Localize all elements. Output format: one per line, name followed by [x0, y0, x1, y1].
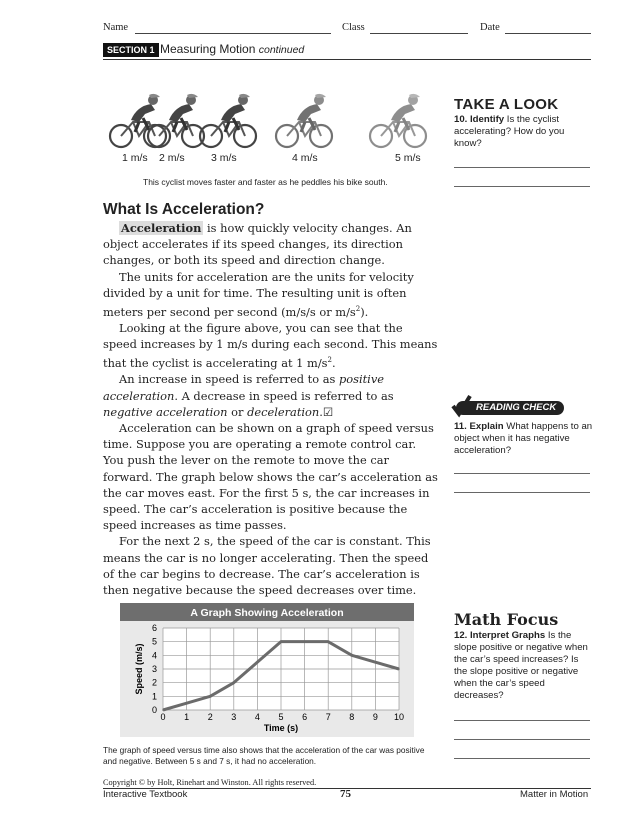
paragraph-1: Acceleration is how quickly velocity changes. An object accelerates if its speed changes, its direction changes, or both its speed and direction change.	[103, 221, 412, 268]
data-point	[398, 668, 400, 670]
answer-line-11b[interactable]	[454, 492, 590, 493]
answer-line-10b[interactable]	[454, 186, 590, 187]
x-tick-label: 2	[207, 712, 213, 722]
x-tick-label: 1	[184, 712, 190, 722]
data-point	[375, 661, 377, 663]
class-label: Class	[342, 22, 365, 33]
paragraph-4: An increase in speed is referred to as positive acceleration. A decrease in speed is referred to as negative acceleration or deceleration.☑	[103, 372, 394, 419]
footer-right: Matter in Motion	[520, 789, 589, 800]
data-point	[304, 641, 306, 643]
paragraph-3: Looking at the figure above, you can see that the speed increases by 1 m/s during each second. This means that the cyclist is accelerating at 1 $m/s^2$.	[103, 321, 438, 371]
data-point	[186, 702, 188, 704]
data-point	[257, 661, 259, 663]
class-line	[370, 33, 468, 34]
answer-line-12a[interactable]	[454, 720, 590, 721]
data-point	[162, 709, 164, 711]
data-point	[351, 655, 353, 657]
speed-label-4: 4 m/s	[292, 152, 318, 164]
term-acceleration: Acceleration	[121, 221, 202, 235]
data-point	[327, 641, 329, 643]
y-tick-label: 5	[151, 636, 157, 647]
acceleration-chart	[120, 603, 414, 737]
speed-label-2: 2 m/s	[159, 152, 185, 164]
y-tick-label: 1	[151, 691, 157, 702]
section-tag: SECTION 1	[103, 43, 159, 57]
y-tick-label: 2	[151, 677, 157, 688]
x-tick-label: 9	[372, 712, 378, 722]
header-rule	[103, 59, 591, 60]
cyclist-3	[200, 94, 256, 147]
data-point	[280, 641, 282, 643]
cyclist-4	[276, 94, 332, 147]
answer-line-11a[interactable]	[454, 473, 590, 474]
name-label: Name	[103, 22, 129, 33]
x-tick-label: 4	[254, 712, 260, 722]
footer-left: Interactive Textbook	[103, 789, 188, 800]
question-10: 10. Identify Is the cyclist accelerating? How do you know?	[454, 114, 565, 149]
y-axis-label: Speed (m/s)	[134, 643, 144, 695]
y-tick-label: 4	[151, 650, 157, 661]
x-tick-label: 10	[393, 712, 405, 722]
y-tick-label: 6	[151, 623, 157, 633]
speed-label-5: 5 m/s	[395, 152, 421, 164]
graph-caption: The graph of speed versus time also shows that the acceleration of the car was positive and negative. Between 5 s and 7 s, it had no acceleration.	[103, 745, 425, 766]
reading-check-mark: ☑	[322, 404, 334, 419]
x-axis-label: Time (s)	[263, 723, 299, 733]
question-11: 11. Explain What happens to an object when it has negative acceleration?	[454, 421, 593, 456]
main-heading: What Is Acceleration?	[103, 201, 265, 218]
paragraph-5: Acceleration can be shown on a graph of speed versus time. Suppose you are operating a remote control car. You push the lever on the remote to move the car forward. The graph below shows the car’s acceleration as the car moves east. For the first 5 s, the car increases in speed. The car’s acceleration is positive because the speed increases as time passes.	[103, 421, 438, 533]
data-point	[209, 696, 211, 698]
answer-line-12b[interactable]	[454, 739, 590, 740]
cyclist-figure	[103, 88, 448, 150]
answer-line-12c[interactable]	[454, 758, 590, 759]
reading-check-badge: READING CHECK	[456, 401, 564, 415]
cyclist-1	[110, 94, 166, 147]
copyright: Copyright © by Holt, Rinehart and Winston. All rights reserved.	[103, 778, 317, 787]
x-tick-label: 5	[278, 712, 284, 722]
paragraph-2: The units for acceleration are the units for velocity divided by a unit for time. The resulting unit is often meters per second per second (m/s/s or $m/s^2$).	[103, 269, 414, 319]
answer-line-10a[interactable]	[454, 167, 590, 168]
speed-label-3: 3 m/s	[211, 152, 237, 164]
math-focus-title: Math Focus	[454, 610, 559, 629]
speed-label-1: 1 m/s	[122, 152, 148, 164]
page-number: 75	[340, 788, 351, 800]
question-12: 12. Interpret Graphs Is the slope positive or negative when the car’s speed increases? Is the slope positive or negative when the car’s speed decreases?	[454, 630, 588, 701]
y-tick-label: 3	[151, 664, 157, 674]
date-line	[505, 33, 591, 34]
x-tick-label: 8	[349, 712, 355, 722]
figure-caption: This cyclist moves faster and faster as he peddles his bike south.	[143, 177, 388, 187]
chart-title: A Graph Showing Acceleration	[190, 607, 344, 619]
take-a-look-title: TAKE A LOOK	[454, 96, 559, 113]
x-tick-label: 3	[231, 712, 237, 722]
body-text	[103, 220, 439, 598]
name-line	[135, 33, 331, 34]
x-tick-label: 7	[325, 712, 331, 722]
cyclist-5	[370, 94, 426, 147]
paragraph-6: For the next 2 s, the speed of the car is constant. This means the car is no longer accelerating. Then the speed of the car begins to decrease. The car’s acceleration is then negative because the speed decreases over time.	[103, 534, 431, 598]
data-point	[233, 682, 235, 684]
x-tick-label: 0	[160, 712, 166, 722]
y-tick-label: 0	[151, 705, 157, 715]
x-tick-label: 6	[302, 712, 308, 722]
date-label: Date	[480, 22, 500, 33]
section-title: Measuring Motion continued	[160, 42, 305, 56]
